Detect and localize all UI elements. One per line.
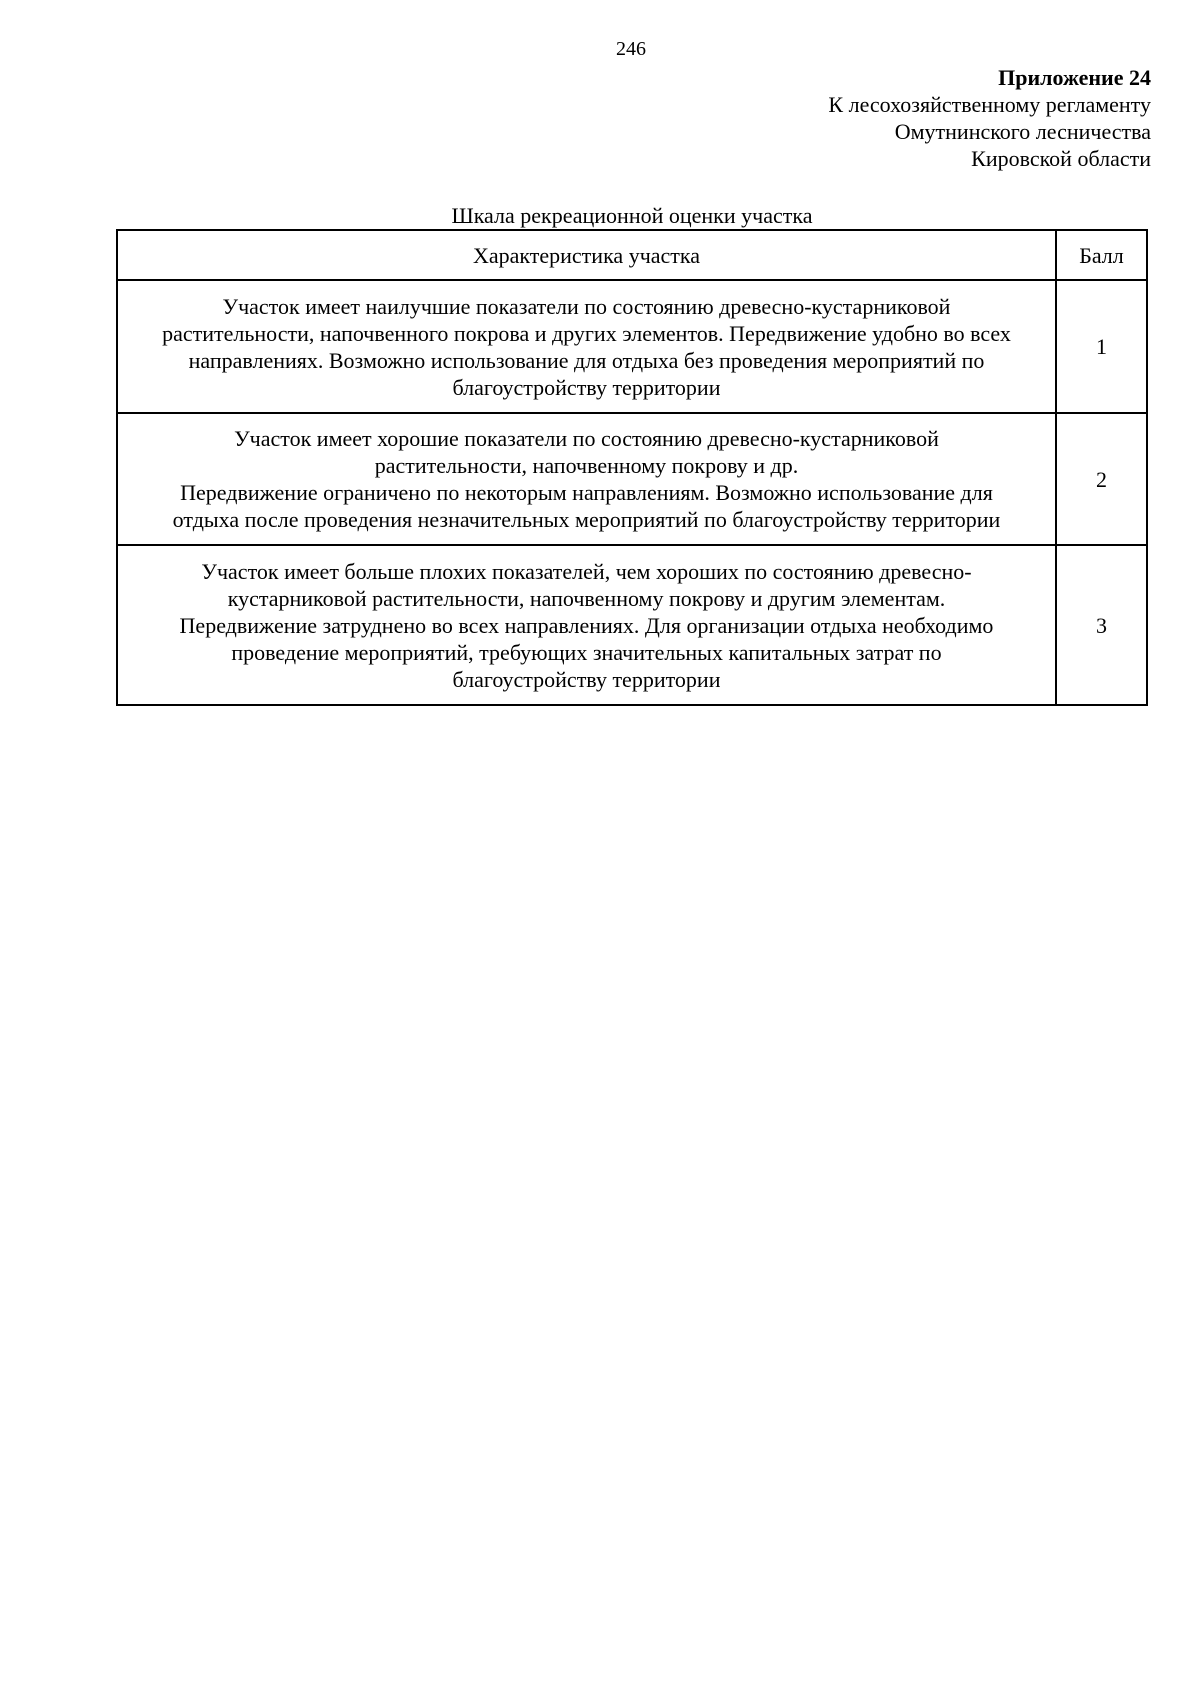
description-line: растительности, напочвенному покрову и др. [374,453,799,478]
description-line: благоустройству территории [452,666,721,692]
row-description [117,413,1056,545]
description-line: Передвижение затруднено во всех направлениях. Для организации отдыха необходимо [179,612,994,638]
page-number: 246 [616,38,646,60]
header-description: Характеристика участка [117,230,1056,280]
header-score: Балл [1056,230,1147,280]
appendix-line-regulation: К лесохозяйственному регламенту [828,92,1151,117]
description-line: Участок имеет хорошие показатели по состоянию древесно-кустарниковой [234,426,939,451]
row-score: 2 [1056,413,1147,545]
description-line: растительности, напочвенного покрова и других элементов. Передвижение удобно во всех [162,320,1011,346]
row-description [117,280,1056,413]
table-row [117,413,1147,545]
recreation-scale-table [116,229,1148,706]
table-row [117,545,1147,705]
description-line: проведение мероприятий, требующих значительных капитальных затрат по [231,639,942,665]
description-line: благоустройству территории [452,374,721,400]
description-line: Участок имеет наилучшие показатели по состоянию древесно-кустарниковой [222,293,951,319]
description-line: Передвижение ограничено по некоторым направлениям. Возможно использование для [180,480,993,505]
table-caption: Шкала рекреационной оценки участка [451,203,813,228]
description-line: Участок имеет больше плохих показателей, чем хороших по состоянию древесно- [201,558,972,584]
table-row [117,280,1147,413]
appendix-line-region: Кировской области [971,146,1151,171]
description-line: отдыха после проведения незначительных мероприятий по благоустройству территории [172,507,1001,532]
row-score: 1 [1056,280,1147,413]
appendix-title: Приложение 24 [998,65,1151,90]
row-score: 3 [1056,545,1147,705]
table-header-row [117,230,1147,280]
description-line: кустарниковой растительности, напочвенному покрову и другим элементам. [227,585,946,611]
appendix-line-forestry: Омутнинского лесничества [894,119,1151,144]
row-description [117,545,1056,705]
appendix-header [828,64,1151,172]
description-line: направлениях. Возможно использование для отдыха без проведения мероприятий по [188,347,985,373]
